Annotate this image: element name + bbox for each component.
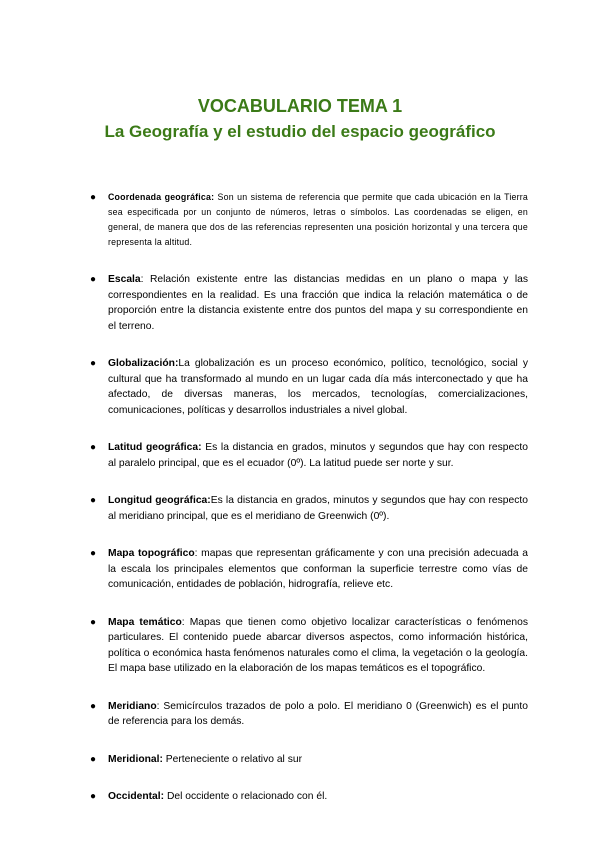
bullet-icon: ● xyxy=(90,700,97,712)
term-word: Occidental: xyxy=(108,791,165,802)
term-definition: Perteneciente o relativo al sur xyxy=(162,753,303,765)
vocabulary-list xyxy=(88,190,528,827)
vocabulary-item xyxy=(88,699,528,730)
bullet-icon: ● xyxy=(90,192,97,203)
term-definition: Son un sistema de referencia que permite que cada ubicación en la Tierra sea especificada por un conjunto de números, letras o símbolos. Las coordenadas se eligen, en general, de manera que dos de las referencias representen una posición horizontal y una tercera que representa la altitud. xyxy=(108,192,528,247)
term-word: Mapa temático xyxy=(108,616,182,628)
vocabulary-item xyxy=(88,356,528,418)
term-definition: : mapas que representan gráficamente y con una precisión adecuada a la escala los principales elementos que conforman la superficie terrestre como vías de comunicación, entidades de población, hidrografía, relieve etc. xyxy=(108,548,528,590)
vocabulary-item xyxy=(88,493,528,524)
term-definition: La globalización es un proceso económico, político, tecnológico, social y cultural que ha transformado al mundo en un lugar cada día más interconectado y que ha afectado, de diversas maneras, los mercados, tecnologías, comercializaciones, comunicaciones, políticas y desarrollos industriales a nivel global. xyxy=(108,358,528,416)
vocabulary-item xyxy=(88,440,528,471)
term-word: Globalización: xyxy=(108,358,179,369)
document-subtitle: La Geografía y el estudio del espacio geográfico xyxy=(104,122,496,141)
bullet-icon: ● xyxy=(90,495,97,506)
bullet-icon: ● xyxy=(90,442,97,453)
document-title: VOCABULARIO TEMA 1 xyxy=(197,96,403,116)
vocabulary-item xyxy=(88,752,528,768)
vocabulary-item xyxy=(88,789,528,805)
bullet-icon: ● xyxy=(90,358,97,369)
term-definition: : Semicírculos trazados de polo a polo. El meridiano 0 (Greenwich) es el punto de referencia para los demás. xyxy=(108,700,528,727)
term-word: Latitud geográfica: xyxy=(108,442,202,453)
term-definition: : Relación existente entre las distancias medidas en un plano o mapa y las correspondientes en la realidad. Es una fracción que indica la relación matemática o de proporción entre la distancia existente entre dos puntos del mapa y su correspondiente en el terreno. xyxy=(108,274,528,332)
term-definition: Es la distancia en grados, minutos y segundos que hay con respecto al meridiano principal, que es el meridiano de Greenwich (0º). xyxy=(108,495,528,522)
term-word: Coordenada geográfica: xyxy=(108,192,215,202)
bullet-icon: ● xyxy=(90,616,97,628)
bullet-icon: ● xyxy=(90,274,97,285)
term-definition: Del occidente o relacionado con él. xyxy=(164,791,328,802)
term-word: Meridiano xyxy=(108,700,157,712)
vocabulary-item xyxy=(88,190,528,250)
vocabulary-item xyxy=(88,546,528,593)
term-word: Escala xyxy=(108,274,141,285)
term-word: Mapa topográfico xyxy=(108,548,195,559)
term-word: Longitud geográfica: xyxy=(108,495,211,506)
term-word: Meridional: xyxy=(108,753,163,765)
term-definition: Es la distancia en grados, minutos y segundos que hay con respecto al paralelo principal, que es el ecuador (0º). La latitud puede ser norte y sur. xyxy=(108,442,528,469)
bullet-icon: ● xyxy=(90,548,97,559)
term-definition: : Mapas que tienen como objetivo localizar características o fenómenos particulares. El contenido puede abarcar diversos aspectos, como información histórica, política o económica hasta fenómenos naturales como el clima, la vegetación o la geología. El mapa base utilizado en la elaboración de los mapas temáticos es el topográfico. xyxy=(108,616,528,674)
bullet-icon: ● xyxy=(90,791,97,802)
bullet-icon: ● xyxy=(90,753,97,765)
vocabulary-item xyxy=(88,615,528,677)
vocabulary-item xyxy=(88,272,528,334)
